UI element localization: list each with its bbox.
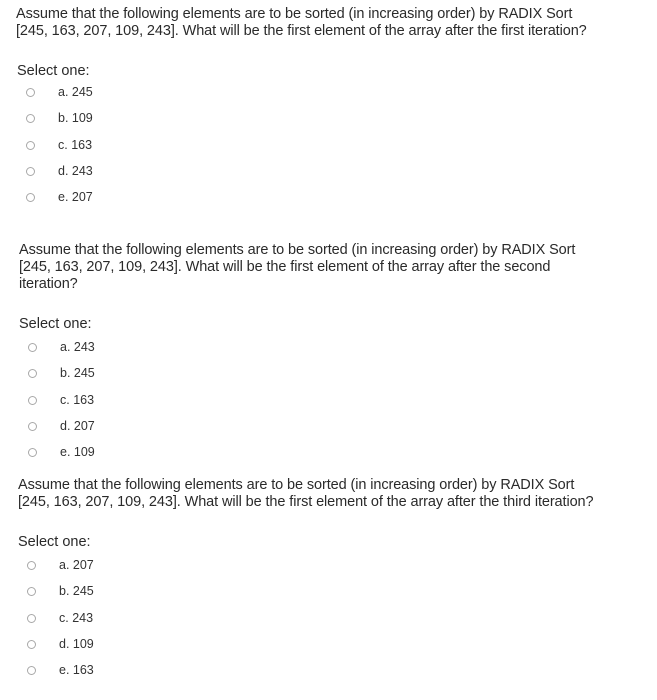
radio-button[interactable] [26, 141, 35, 150]
option-label: a. 207 [59, 558, 94, 572]
option-a[interactable] [28, 337, 95, 357]
option-label: a. 243 [60, 340, 95, 354]
option-label: d. 109 [59, 637, 94, 651]
option-label: b. 245 [59, 584, 94, 598]
radio-button[interactable] [28, 422, 37, 431]
radio-button[interactable] [27, 640, 36, 649]
radio-button[interactable] [27, 666, 36, 675]
question-text-line: Assume that the following elements are to be sorted (in increasing order) by RADIX Sort [18, 477, 575, 493]
option-label: e. 109 [60, 445, 95, 459]
option-label: b. 109 [58, 111, 93, 125]
radio-button[interactable] [26, 167, 35, 176]
radio-button[interactable] [28, 343, 37, 352]
option-label: e. 163 [59, 663, 94, 677]
radio-button[interactable] [26, 114, 35, 123]
option-e[interactable] [27, 660, 94, 680]
radio-button[interactable] [28, 448, 37, 457]
option-label: e. 207 [58, 190, 93, 204]
question-text-line: [245, 163, 207, 109, 243]. What will be the first element of the array after the first iteration? [16, 23, 587, 39]
select-one-label: Select one: [18, 534, 91, 550]
question-text-line: [245, 163, 207, 109, 243]. What will be the first element of the array after the second [19, 259, 551, 275]
radio-button[interactable] [28, 396, 37, 405]
option-c[interactable] [26, 135, 92, 155]
option-e[interactable] [26, 187, 93, 207]
option-label: a. 245 [58, 85, 93, 99]
option-d[interactable] [28, 416, 95, 436]
option-d[interactable] [27, 634, 94, 654]
option-e[interactable] [28, 442, 95, 462]
radio-button[interactable] [28, 369, 37, 378]
option-b[interactable] [26, 108, 93, 128]
option-a[interactable] [27, 555, 94, 575]
radio-button[interactable] [27, 587, 36, 596]
radio-button[interactable] [26, 88, 35, 97]
question-text-line: [245, 163, 207, 109, 243]. What will be the first element of the array after the third iteration? [18, 494, 594, 510]
option-label: d. 243 [58, 164, 93, 178]
select-one-label: Select one: [19, 316, 92, 332]
option-label: b. 245 [60, 366, 95, 380]
option-label: d. 207 [60, 419, 95, 433]
question-text-line: Assume that the following elements are to be sorted (in increasing order) by RADIX Sort [16, 6, 573, 22]
question-text-line: Assume that the following elements are to be sorted (in increasing order) by RADIX Sort [19, 242, 576, 258]
radio-button[interactable] [26, 193, 35, 202]
option-label: c. 163 [58, 138, 93, 152]
question-text [19, 242, 575, 293]
radio-button[interactable] [27, 614, 36, 623]
question-text [16, 6, 587, 40]
option-label: c. 163 [60, 393, 95, 407]
radio-button[interactable] [27, 561, 36, 570]
question-text-line: iteration? [19, 276, 78, 292]
option-c[interactable] [28, 390, 94, 410]
option-d[interactable] [26, 161, 93, 181]
option-b[interactable] [28, 363, 95, 383]
question-text [18, 477, 593, 511]
option-b[interactable] [27, 581, 94, 601]
option-label: c. 243 [59, 611, 94, 625]
option-c[interactable] [27, 608, 93, 628]
select-one-label: Select one: [17, 63, 90, 79]
option-a[interactable] [26, 82, 93, 102]
